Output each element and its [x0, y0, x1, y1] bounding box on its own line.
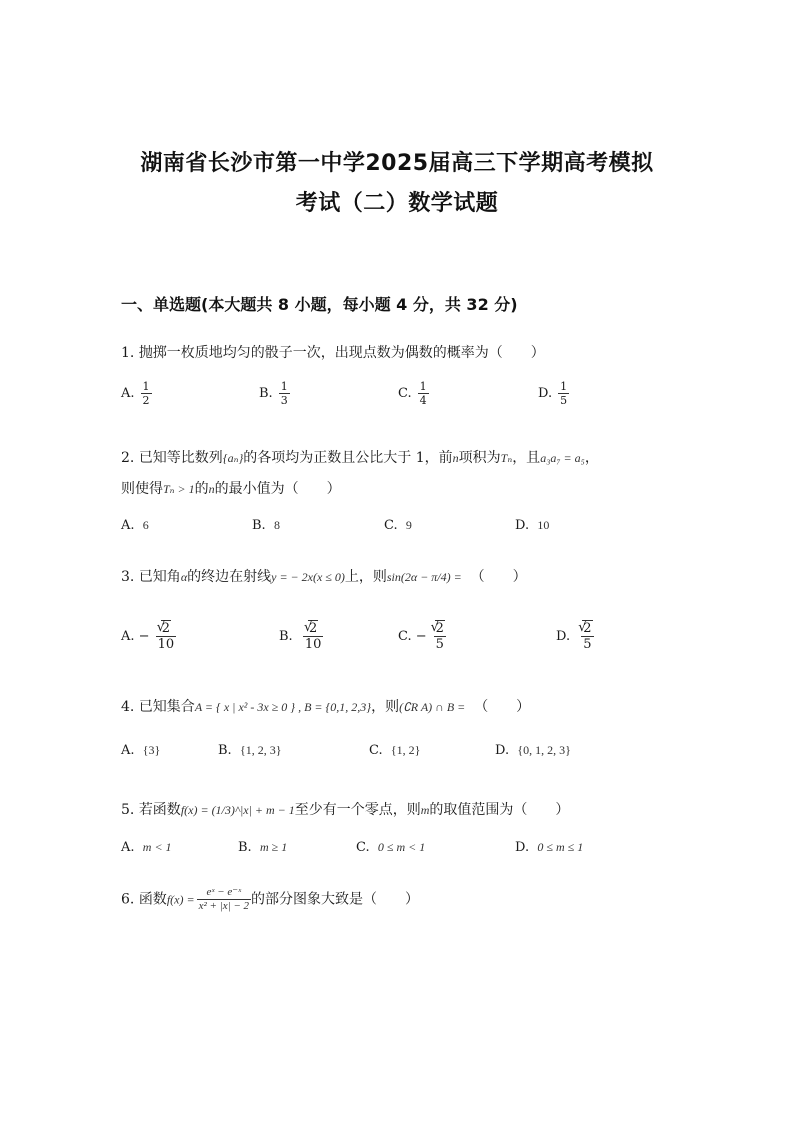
question-4: 4. 已知集合A = { x | x² - 3x ≥ 0 } , B = {0,1, 2,3}，则(∁R A) ∩ B = （ ） [121, 699, 531, 715]
question-number: 2. [121, 450, 135, 466]
question-3: 3. 已知角α的终边在射线y = − 2x(x ≤ 0)上，则sin(2α − π/4) = （ ） [121, 569, 527, 585]
fraction: $\frac{1}{5}$ [560, 380, 568, 407]
fraction: $\frac{\text{eˣ − e⁻ˣ}}{\text{x² + |x| − 2}}$ [198, 886, 250, 912]
q3-option-d: D. √ $\frac{2}{5}$ [556, 622, 595, 651]
q4-option-d: D. {0, 1, 2, 3} [495, 743, 571, 758]
fraction: √ $\frac{2}{5}$ [580, 622, 594, 651]
question-6: 6. 函数f(x) = $\frac{\text{eˣ − e⁻ˣ}}{\text{x² + |x| − 2}}$ 的部分图象大致是（ ） [121, 886, 420, 912]
q1-option-a: A. $\frac{1}{2}$ [121, 380, 150, 407]
section-heading: 一、单选题(本大题共 8 小题，每小题 4 分，共 32 分) [121, 295, 518, 314]
q5-option-d: D. 0 ≤ m ≤ 1 [515, 840, 584, 855]
question-number: 3. [121, 569, 135, 585]
q4-option-b: B. {1, 2, 3} [218, 743, 282, 758]
question-text: 抛掷一枚质地均匀的骰子一次，出现点数为偶数的概率为（ ） [138, 345, 545, 361]
q3-option-c: C. − √ $\frac{2}{5}$ [398, 622, 447, 651]
q3-option-a: A. − √ $\frac{2}{10}$ [121, 622, 176, 651]
q5-option-b: B. m ≥ 1 [238, 840, 288, 855]
fraction: √ $\frac{2}{5}$ [433, 622, 447, 651]
q2-option-d: D. 10 [515, 518, 550, 533]
q1-option-b: B. $\frac{1}{3}$ [259, 380, 288, 407]
q2-option-a: A. 6 [121, 518, 149, 533]
fraction: $\frac{1}{4}$ [419, 380, 427, 407]
fraction: √ $\frac{2}{10}$ [156, 622, 177, 651]
question-number: 5. [121, 802, 135, 818]
fraction: √ $\frac{2}{10}$ [303, 622, 324, 651]
question-2-line-2: 则使得Tₙ > 1的n的最小值为（ ） [121, 481, 341, 497]
exam-title-line1: 湖南省长沙市第一中学2025届高三下学期高考模拟 [140, 151, 654, 176]
question-5: 5. 若函数f(x) = (1/3)^|x| + m − 1至少有一个零点，则m的取值范围为（ ） [121, 802, 570, 818]
exam-title-line2: 考试（二）数学试题 [295, 191, 499, 216]
fraction: $\frac{1}{3}$ [280, 380, 288, 407]
q4-option-c: C. {1, 2} [369, 743, 421, 758]
fraction: $\frac{1}{2}$ [142, 380, 150, 407]
question-number: 4. [121, 699, 135, 715]
question-number: 1. [121, 345, 135, 361]
q5-option-a: A. m < 1 [121, 840, 172, 855]
q2-option-c: C. 9 [384, 518, 412, 533]
q3-option-b: B. √ $\frac{2}{10}$ [279, 622, 323, 651]
q5-option-c: C. 0 ≤ m < 1 [356, 840, 426, 855]
question-1 [121, 342, 545, 362]
q2-option-b: B. 8 [252, 518, 280, 533]
question-number: 6. [121, 891, 135, 908]
q4-option-a: A. {3} [121, 743, 161, 758]
question-2: 2. 已知等比数列{aₙ}的各项均为正数且公比大于 1，前n项积为Tₙ，且a₃a₇ = a₅， [121, 450, 599, 466]
q1-option-d: D. $\frac{1}{5}$ [538, 380, 568, 407]
q1-option-c: C. $\frac{1}{4}$ [398, 380, 427, 407]
